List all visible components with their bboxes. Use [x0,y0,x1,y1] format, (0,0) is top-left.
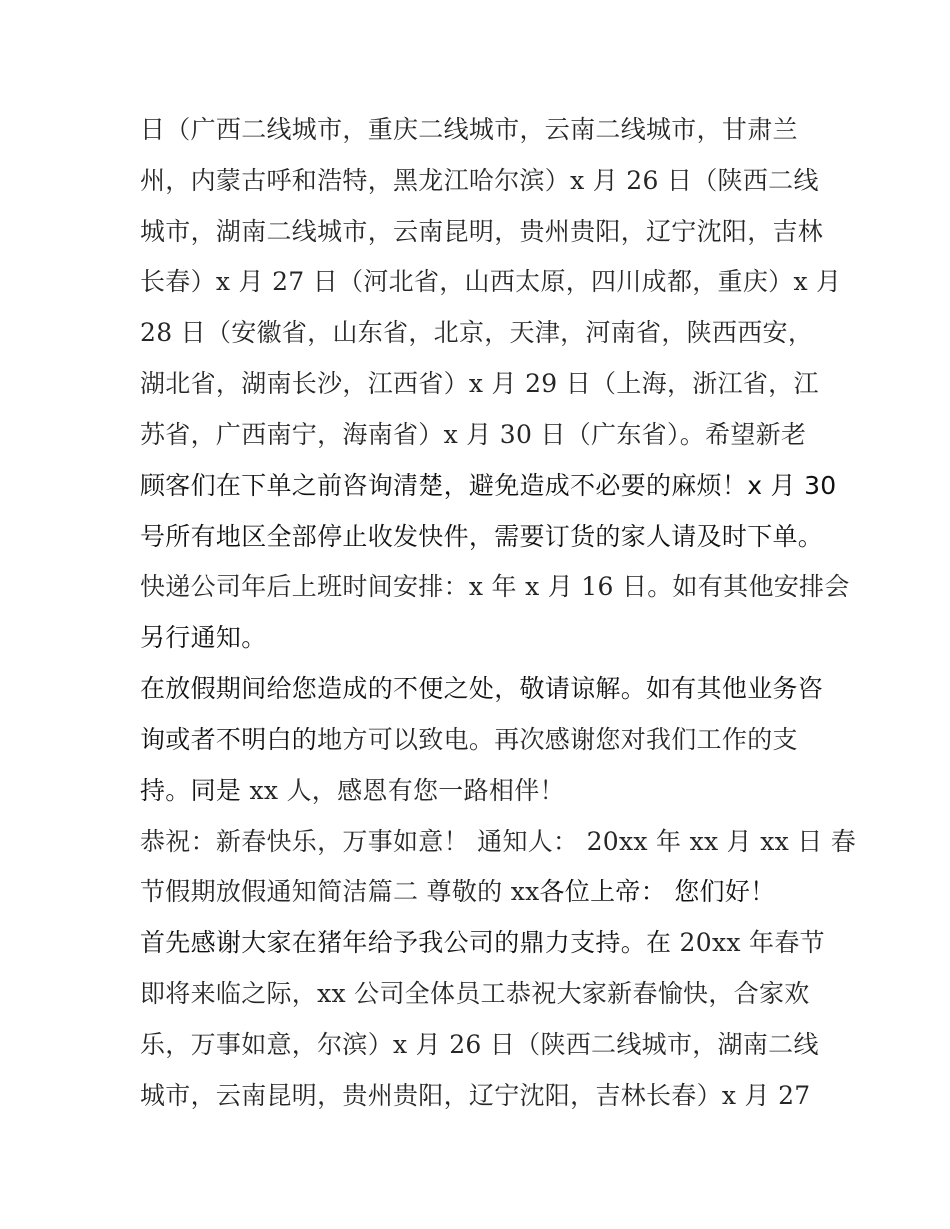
text-line [140,876,775,908]
text-segment: 20xx 年春节 [671,928,825,957]
text-line: 城市，湖南二线城市，云南昆明，贵州贵阳，辽宁沈阳，吉林 [140,217,824,246]
text-segment: 持。同是 [140,776,242,805]
text-line: 号所有地区全部停止收发快件，需要订货的家人请及时下单。 [140,522,824,551]
text-line: 在放假期间给您造成的不便之处，敬请谅解。如有其他业务咨 [140,674,824,703]
text-segment: 询或者不明白的 [140,725,318,754]
text-line: 城市，云南昆明，贵州贵阳，辽宁沈阳，吉林长春）x 月 27 [140,1081,811,1110]
text-line: 顾客们在下单之前咨询清楚，避免造成不必要的麻烦！x 月 30 [140,471,837,500]
text-segment: 首先感谢大家在猪年给予我公司的鼎力支持。在 [140,928,672,957]
text-segment: 地方可以致电。再次感谢您对我们工作的支 [317,725,798,754]
text-segment: 各位上帝： 您们好！ [539,877,776,906]
text-segment: xx 人，感恩有您一路相伴！ [241,776,565,805]
text-line: 长春）x 月 27 日（河北省，山西太原，四川成都，重庆）x 月 [140,267,842,296]
text-segment: 节假期放假通知简洁篇二 尊敬的 xx [140,877,540,906]
text-line: 日（广西二线城市，重庆二线城市，云南二线城市，甘肃兰 [140,115,798,144]
text-line: 即将来临之际，xx 公司全体员工恭祝大家新春愉快，合家欢 [140,979,810,1008]
text-line: 州，内蒙古呼和浩特，黑龙江哈尔滨）x 月 26 日（陕西二线 [140,166,819,195]
text-line: 快递公司年后上班时间安排：x 年 x 月 16 日。如有其他安排会 [140,572,850,601]
text-line [140,724,798,756]
text-line: 另行通知。 [140,623,267,652]
text-line: 乐，万事如意，尔滨）x 月 26 日（陕西二线城市，湖南二线 [140,1030,819,1059]
text-line [140,927,825,959]
text-line: 湖北省，湖南长沙，江西省）x 月 29 日（上海，浙江省，江 [140,369,819,398]
text-line: 28 日（安徽省，山东省，北京，天津，河南省，陕西西安， [140,318,814,347]
text-line: 恭祝：新春快乐，万事如意！ 通知人： 20xx 年 xx 月 xx 日 春 [140,827,857,856]
text-line [140,775,565,807]
text-line: 苏省，广西南宁，海南省）x 月 30 日（广东省）。希望新老 [140,420,807,449]
